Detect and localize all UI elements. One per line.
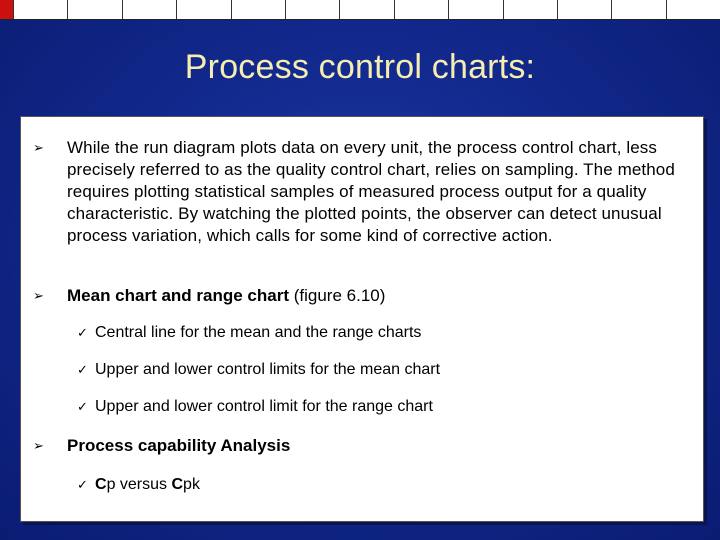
cpk-text: pk [183, 476, 200, 493]
header-cell [123, 0, 177, 19]
header-cell [232, 0, 286, 19]
header-strip [0, 0, 720, 20]
slide-title: Process control charts: [184, 48, 536, 86]
bullet-heading-ref: (figure 6.10) [289, 286, 386, 305]
content-box [20, 116, 704, 522]
header-cell [177, 0, 231, 19]
header-cell [612, 0, 666, 19]
check-bullet-icon: ✓ [77, 399, 88, 414]
header-cell [14, 0, 68, 19]
bullet-heading-main: Mean chart and range chart [67, 286, 290, 305]
header-cell [504, 0, 558, 19]
arrow-bullet-icon: ➢ [33, 140, 44, 155]
check-bullet-icon: ✓ [77, 325, 88, 340]
header-red-block [0, 0, 14, 19]
arrow-bullet-icon: ➢ [33, 288, 44, 303]
cpk-letter: C [171, 476, 184, 493]
bullet-heading: Process capability Analysis [67, 436, 291, 455]
sub-item: Upper and lower control limits for the mean chart [95, 361, 441, 378]
header-cell [667, 0, 720, 19]
header-cell [340, 0, 394, 19]
sub-item: Upper and lower control limit for the range chart [95, 398, 433, 415]
header-cell [558, 0, 612, 19]
check-bullet-icon: ✓ [77, 362, 88, 377]
cp-letter: C [95, 476, 107, 493]
bullet-heading [67, 285, 385, 307]
check-bullet-icon: ✓ [77, 477, 88, 492]
cp-text: p versus [106, 476, 172, 493]
arrow-bullet-icon: ➢ [33, 438, 44, 453]
bullet-paragraph: While the run diagram plots data on every unit, the process control chart, less precisely referred to as the quality control chart, relies on sampling. The method requires plotting statistical samples of measured process output for a quality characteristic. By watching the plotted points, the observer can detect unusual process variation, which calls for some kind of corrective action. [67, 138, 675, 245]
header-cell [68, 0, 122, 19]
sub-item: Central line for the mean and the range charts [95, 324, 422, 341]
header-cell [449, 0, 503, 19]
header-cell [395, 0, 449, 19]
header-cell [286, 0, 340, 19]
sub-item-cp [95, 475, 200, 495]
